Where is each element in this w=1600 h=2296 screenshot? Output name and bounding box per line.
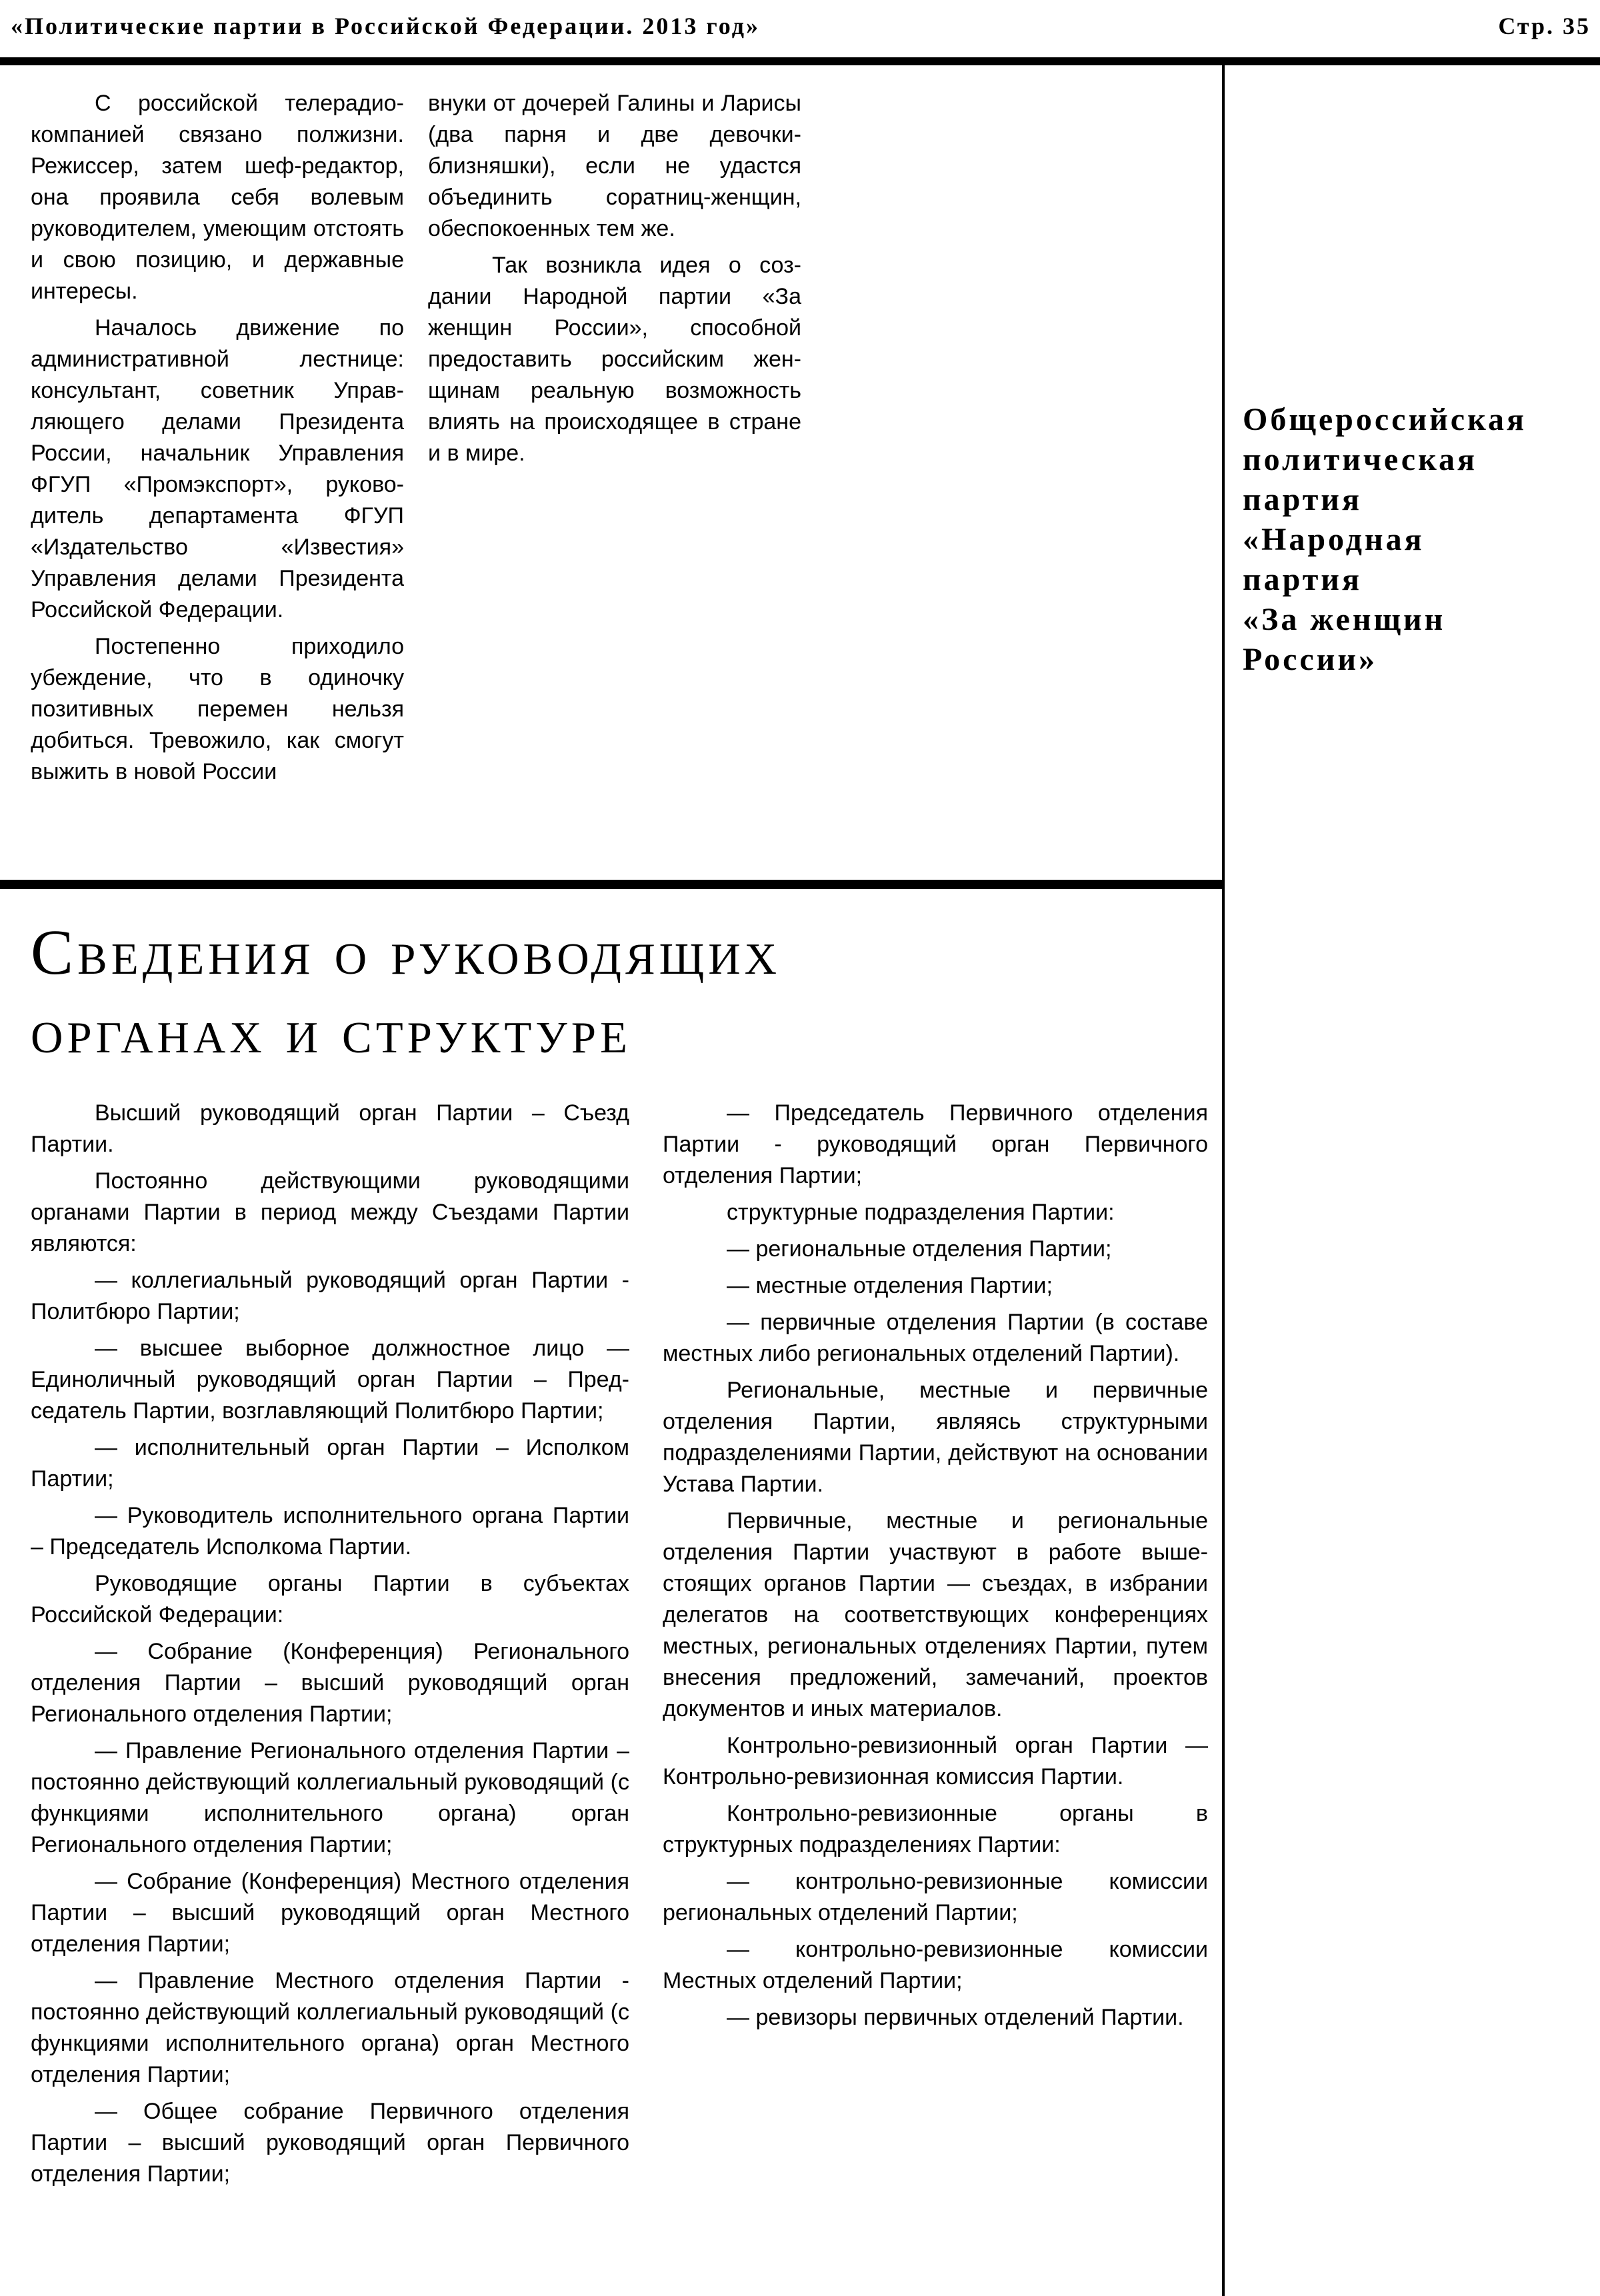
sidebar-title-line: «За женщин [1243, 602, 1446, 637]
sidebar-party-title [1243, 400, 1589, 680]
paragraph: — Собрание (Конференция) Местного отделения Партии – высший руководящий орган Местного отделения Партии; [31, 1869, 629, 1957]
section-heading-line: органах и структуре [31, 995, 631, 1066]
paragraph: внуки от дочерей Галины и Ларисы (два парня и две девочки-близняшки), если не удастся объединить соратниц-женщин, обеспокоенных тем же. [428, 91, 801, 241]
top-left-column [31, 88, 404, 793]
paragraph: — Правление Местного отделения Партии - постоянно действующий коллегиальный руководящий (с функциями исполнительного органа) орган Местного отделения Партии; [31, 1968, 629, 2087]
sidebar-title-line: партия [1243, 482, 1362, 517]
paragraph: Высший руководящий орган Партии – Съезд Партии. [31, 1100, 629, 1157]
running-header-title: «Политические партии в Российской Федерации. 2013 год» [11, 13, 760, 39]
paragraph: Постоянно действующими руководящими органами Партии в период между Съездами Партии являются: [31, 1168, 629, 1256]
paragraph: — местные отделения Партии; [727, 1273, 1053, 1298]
paragraph: — Правление Регионального отделения Партии – постоянно действующий коллегиальный руководящий (с функциями исполнительного органа) орган Регионального отделения Партии; [31, 1738, 629, 1857]
column-divider-rule [1222, 65, 1225, 2296]
section-left-column [31, 1098, 629, 2195]
paragraph: — первичные отделения Партии (в составе местных либо региональных отделений Партии). [663, 1310, 1208, 1366]
paragraph: — высшее выборное должностное лицо — Единоличный руководящий орган Партии – Председатель Партии, возглавляющий Политбюро Партии; [31, 1336, 629, 1424]
paragraph: — контрольно-ревизионные комиссии Местных отделений Партии; [663, 1937, 1208, 1993]
paragraph: Постепенно приходило убеждение, что в одиночку позитивных перемен нельзя добиться. Тревожило, как смогут выжить в новой России [31, 634, 404, 784]
header-rule [0, 57, 1600, 65]
paragraph: Началось движение по административной лестнице: консультант, советник Управляющего делами Президента России, начальник Управления ФГУП «Промэкспорт», руководитель департамента ФГУП «Издательство «Известия» Управления делами Президента Российской Федерации. [31, 315, 404, 622]
paragraph: — Председатель Первичного отделения Партии - руководящий орган Первичного отделения Партии; [663, 1100, 1208, 1188]
top-right-column [428, 88, 801, 475]
section-right-column [663, 1098, 1208, 2039]
paragraph: Региональные, местные и первичные отделения Партии, являясь структурными подразделениями Партии, действуют на основании Устава Партии. [663, 1378, 1208, 1497]
paragraph: — контрольно-ревизионные комиссии региональных отделений Партии; [663, 1869, 1208, 1925]
paragraph: Так возникла идея о создании Народной партии «За женщин России», способной предоставить российским женщинам реальную возможность влиять на происходящее в стране и в мире. [428, 253, 801, 466]
section-heading-line: Сведения о руководящих [31, 916, 781, 988]
paragraph: Руководящие органы Партии в субъектах Российской Федерации: [31, 1571, 629, 1628]
paragraph: структурные подразделения Партии: [727, 1200, 1115, 1225]
sidebar-title-line: Общероссийская [1243, 402, 1527, 437]
paragraph: Контрольно-ревизионные органы в структурных подразделениях Партии: [663, 1801, 1208, 1857]
paragraph: Первичные, местные и региональные отделения Партии участвуют в работе вышестоящих органов Партии — съездах, в избрании делегатов на соответствующих конференциях местных, региональных отделениях Партии, путем внесения предложений, замечаний, проектов документов и иных материалов. [663, 1508, 1208, 1722]
paragraph: — Руководитель исполнительного органа Партии – Председатель Исполкома Партии. [31, 1503, 629, 1560]
sidebar-title-line: политическая [1243, 442, 1478, 477]
sidebar-title-line: России» [1243, 642, 1378, 677]
sidebar-title-line: «Народная [1243, 522, 1425, 557]
paragraph: С российской телерадиокомпанией связано полжизни. Режиссер, затем шеф-редактор, она проявила себя волевым руководителем, умеющим отстоять и свою позицию, и державные интересы. [31, 91, 404, 304]
paragraph: — Собрание (Конференция) Регионального отделения Партии – высший руководящий орган Регионального отделения Партии; [31, 1639, 629, 1727]
paragraph: — Общее собрание Первичного отделения Партии – высший руководящий орган Первичного отделения Партии; [31, 2099, 629, 2187]
paragraph: — ревизоры первичных отделений Партии. [727, 2005, 1184, 2030]
page-number: Стр. 35 [1498, 13, 1591, 39]
paragraph: — исполнительный орган Партии – Исполком Партии; [31, 1435, 629, 1492]
section-heading [31, 913, 1204, 1070]
paragraph: — региональные отделения Партии; [727, 1236, 1112, 1262]
paragraph: Контрольно-ревизионный орган Партии — Контрольно-ревизионная комиссия Партии. [663, 1733, 1208, 1789]
section-rule [0, 880, 1223, 889]
sidebar-title-line: партия [1243, 562, 1362, 597]
paragraph: — коллегиальный руководящий орган Партии - Политбюро Партии; [31, 1268, 629, 1324]
